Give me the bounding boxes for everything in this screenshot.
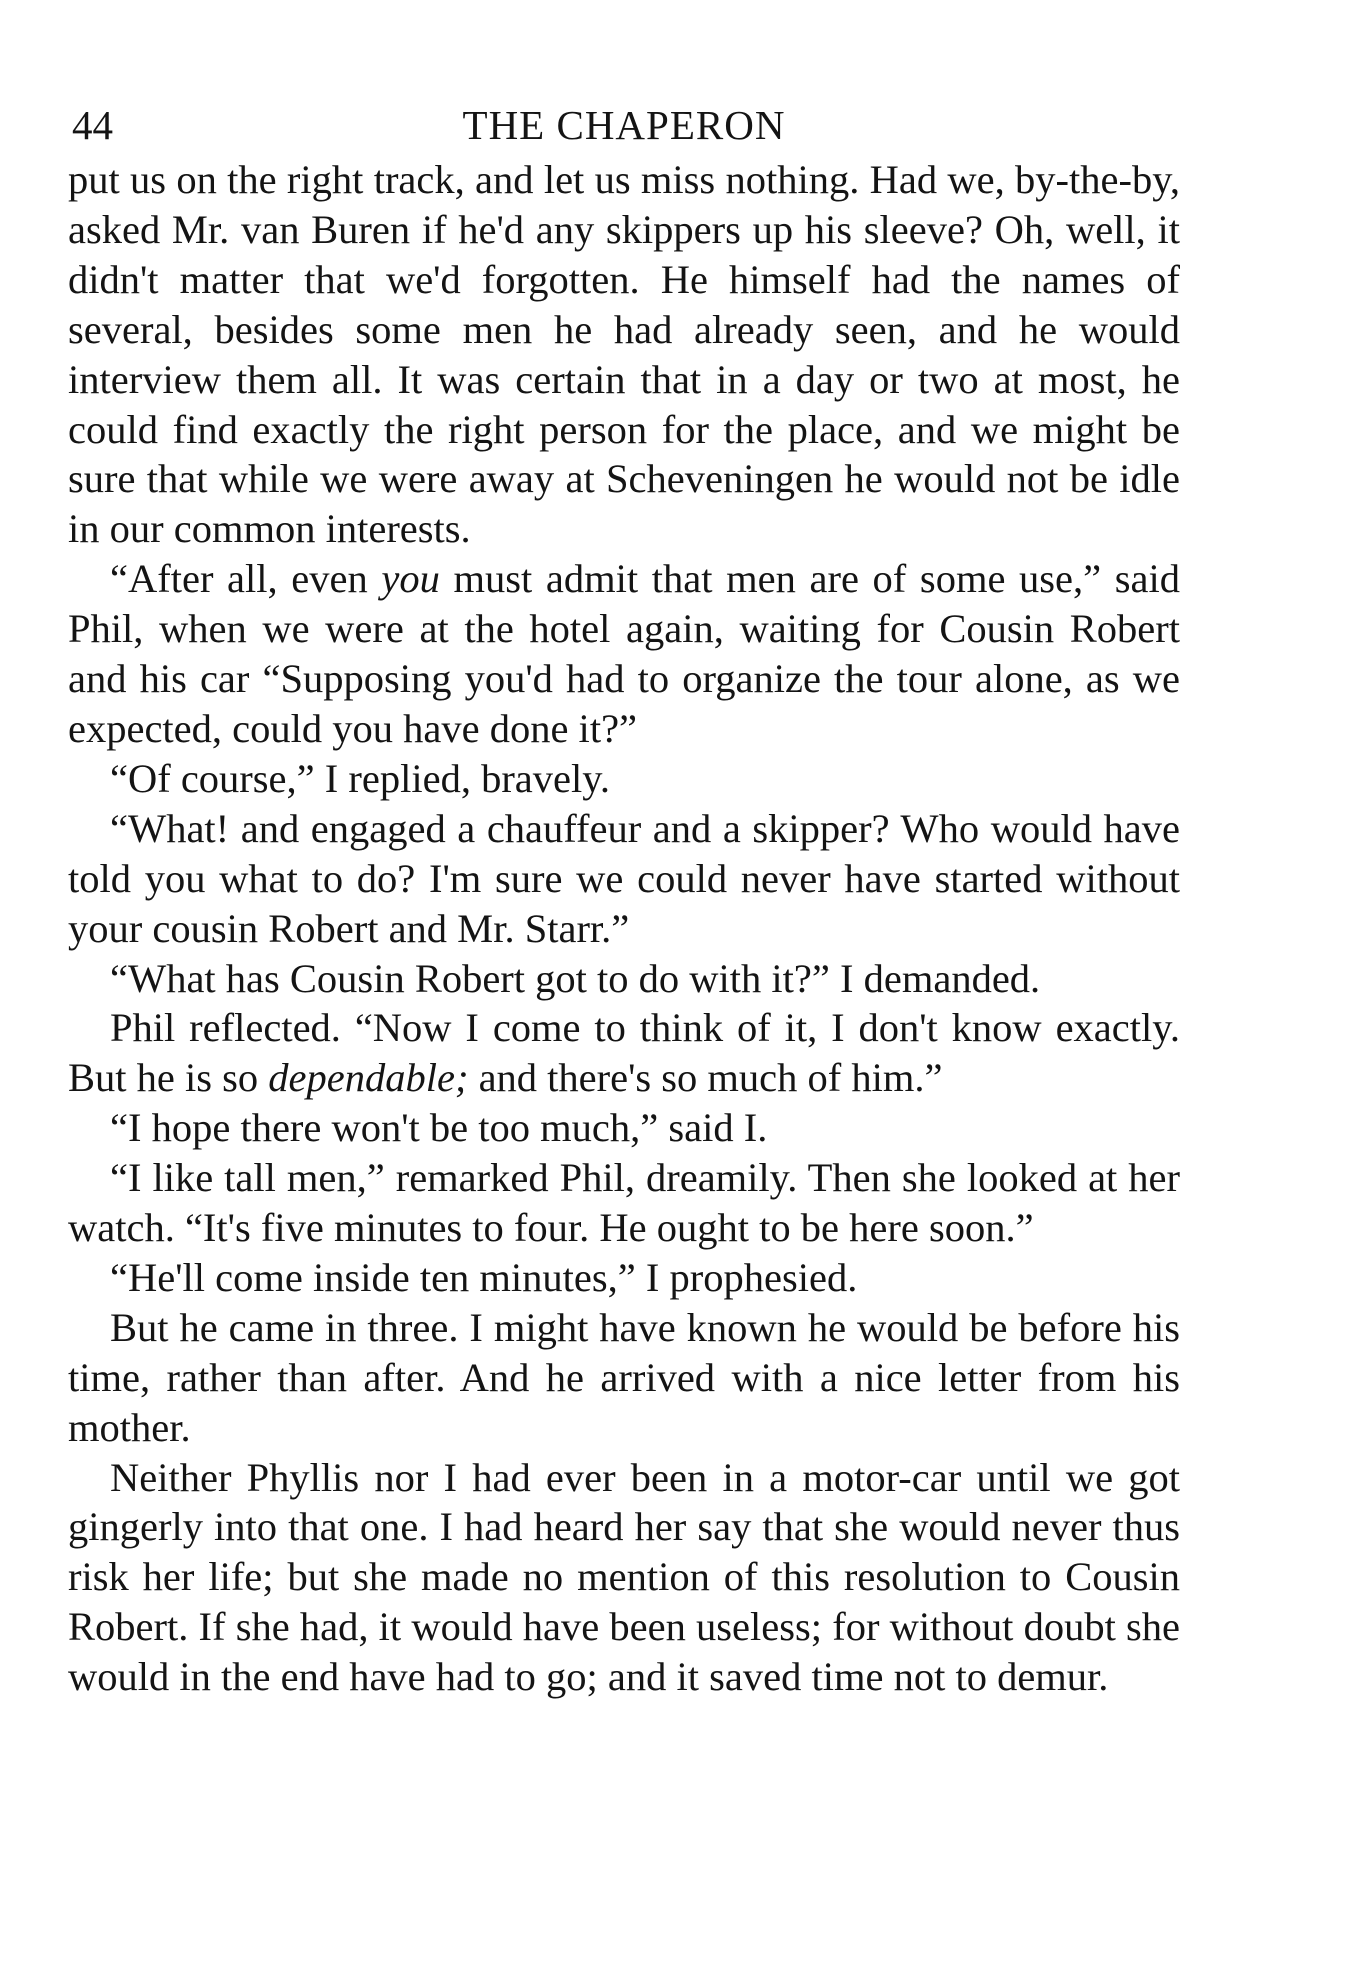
- paragraph-2: [68, 554, 1180, 754]
- paragraph-text: Neither Phyllis nor I had ever been in a motor-car until we got gingerly into that one. I had heard her say that she would never thus risk her life; but she made no mention of this resolution to Cousin Robert. If she had, it would have been useless; for without doubt she would in the end have had to go; and it saved time not to demur.: [68, 1454, 1180, 1700]
- emphasis-text: you: [381, 556, 440, 602]
- paragraph-9: [68, 1253, 1180, 1303]
- running-title: THE CHAPERON: [462, 102, 786, 148]
- paragraph-text: put us on the right track, and let us miss nothing. Had we, by-the-by, asked Mr. van Buren if he'd any skippers up his sleeve? Oh, well, it didn't matter that we'd forgotten. He himself had the names of several, besides some men he had already seen, and he would interview them all. It was certain that in a day or two at most, he could find exactly the right person for the place, and we might be sure that while we were away at Scheveningen he would not be idle in our common interests.: [68, 157, 1180, 552]
- page-number: 44: [72, 102, 113, 148]
- paragraph-text: Phil reflected. “Now I come to think of it, I don't know exactly. But he is so: [68, 1005, 1180, 1101]
- paragraph-5: [68, 954, 1180, 1004]
- paragraph-4: [68, 804, 1180, 954]
- paragraph-text: “What! and engaged a chauffeur and a skipper? Who would have told you what to do? I'm sure we could never have started without your cousin Robert and Mr. Starr.”: [68, 805, 1180, 951]
- running-head: [68, 95, 1180, 155]
- paragraph-text: must admit that men are of some use,” said Phil, when we were at the hotel again, waiting for Cousin Robert and his car “Supposing you'd had to organize the tour alone, as we expected, could you have done it?”: [68, 556, 1181, 751]
- paragraph-8: [68, 1153, 1180, 1253]
- paragraph-text: “I hope there won't be too much,” said I.: [110, 1105, 768, 1151]
- paragraph-7: [68, 1103, 1180, 1153]
- paragraph-text: “What has Cousin Robert got to do with it?” I demanded.: [110, 955, 1041, 1001]
- paragraph-text: “After all, even: [110, 556, 382, 602]
- paragraph-10: [68, 1303, 1180, 1453]
- paragraph-text: “I like tall men,” remarked Phil, dreamily. Then she looked at her watch. “It's five minutes to four. He ought to be here soon.”: [68, 1155, 1180, 1251]
- paragraph-11: [68, 1453, 1180, 1703]
- paragraph-text: and there's so much of him.”: [468, 1055, 943, 1101]
- paragraph-text: “Of course,” I replied, bravely.: [110, 755, 611, 801]
- paragraph-text: But he came in three. I might have known he would be before his time, rather than after. And he arrived with a nice letter from his mother.: [68, 1304, 1180, 1450]
- paragraph-6: [68, 1003, 1180, 1103]
- body-text: [68, 155, 1180, 1702]
- paragraph-text: “He'll come inside ten minutes,” I prophesied.: [110, 1254, 858, 1300]
- paragraph-3: [68, 754, 1180, 804]
- book-page: [68, 95, 1180, 1702]
- emphasis-text: dependable;: [268, 1055, 469, 1101]
- paragraph-1: [68, 155, 1180, 554]
